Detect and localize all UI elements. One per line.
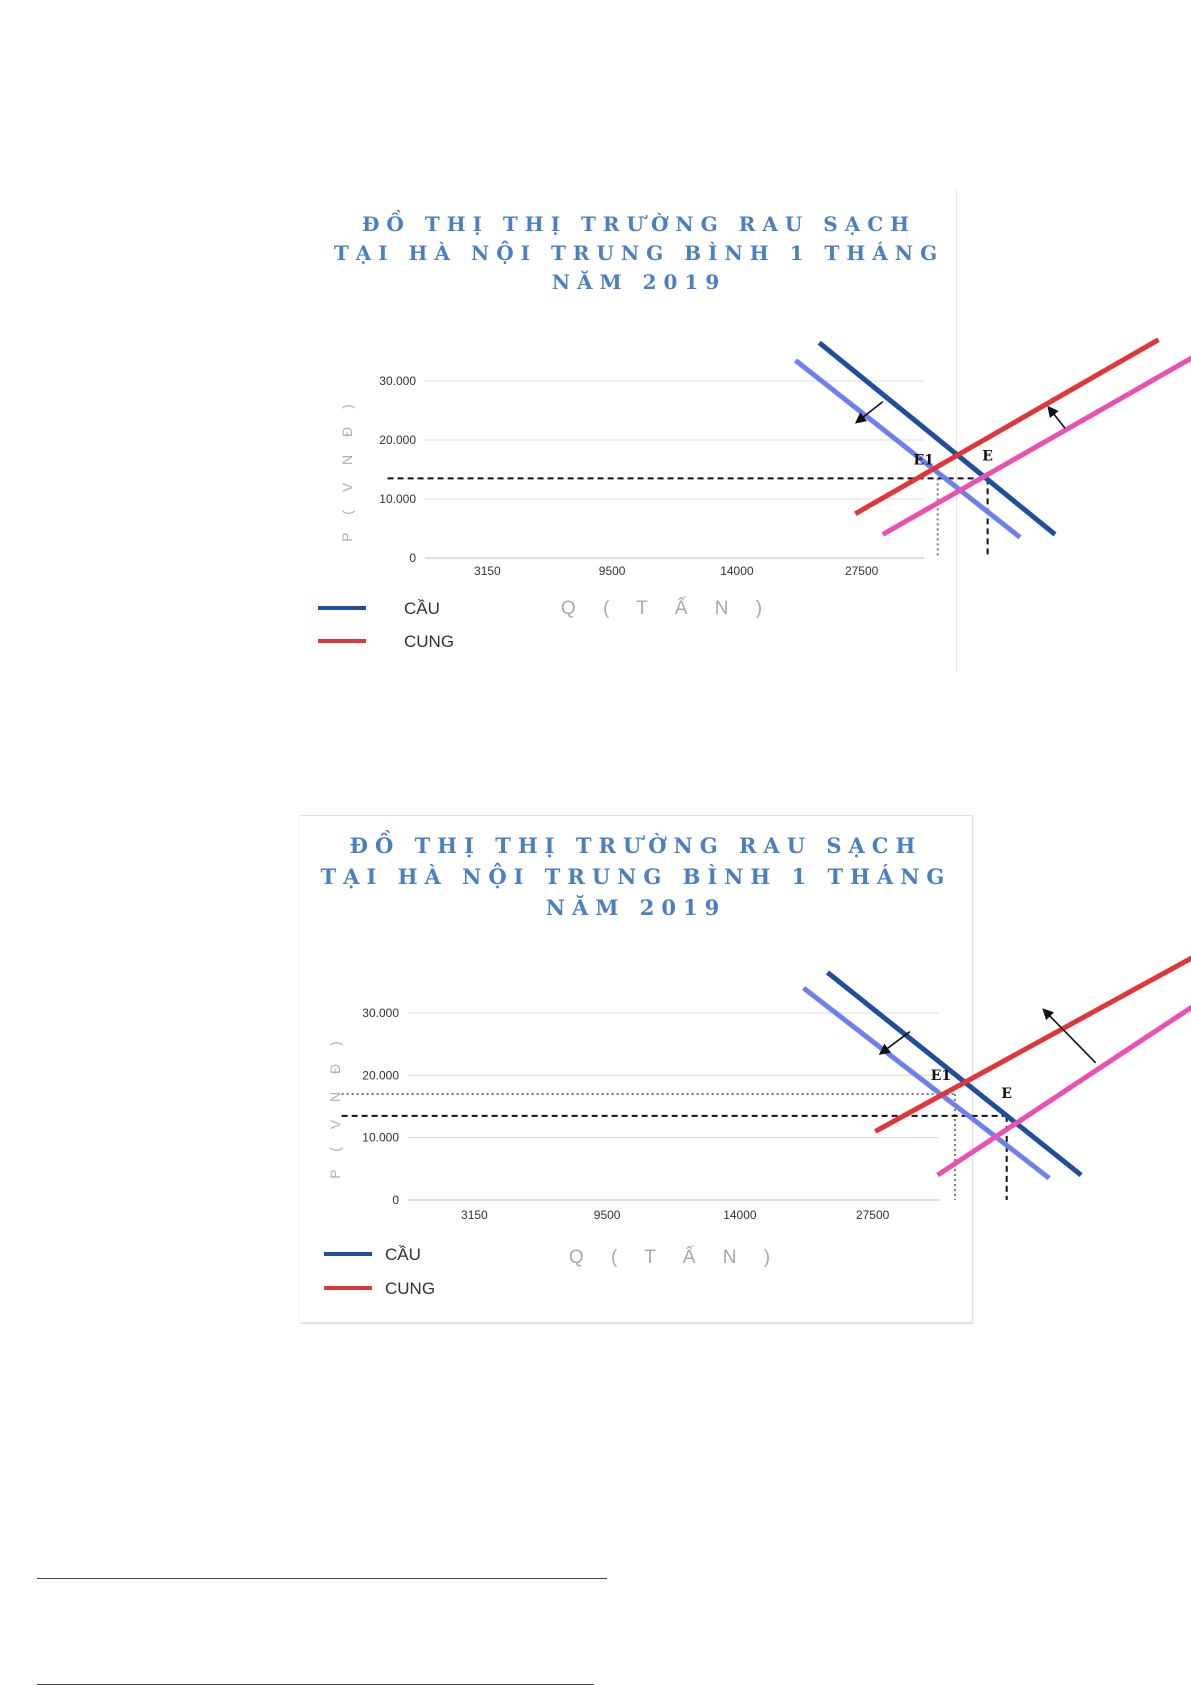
shift-arrow [1049,408,1065,429]
x-tick-label: 27500 [855,1208,890,1222]
shift-arrow [881,1032,910,1054]
y-tick-label: 20.000 [379,433,416,447]
chart-svg [300,816,1013,1322]
series-line [883,346,1191,535]
legend-label: CẦU [404,599,440,618]
y-tick-label: 10.000 [379,492,416,506]
x-tick-label: 3150 [461,1208,488,1222]
x-tick-label: 3150 [474,564,501,578]
title-line-2: TẠI HÀ NỘI TRUNG BÌNH 1 THÁNG [320,864,952,889]
equilibrium-label: E1 [930,1068,952,1085]
chart-svg [322,190,993,672]
y-tick-label: 30.000 [362,1006,399,1020]
title-line-1: ĐỒ THỊ THỊ TRƯỜNG RAU SẠCH [361,212,917,236]
chart-panel-2 [300,815,1013,1323]
y-tick-label: 20.000 [362,1068,399,1083]
title-line-1: ĐỒ THỊ THỊ TRƯỜNG RAU SẠCH [349,833,923,858]
equilibrium-label: E1 [913,452,934,469]
x-tick-label: 27500 [844,564,879,578]
y-tick-label: 30.000 [379,374,416,388]
title-line-2: TẠI HÀ NỘI TRUNG BÌNH 1 THÁNG [333,241,945,265]
y-tick-label: 0 [392,1193,399,1207]
title-line-3: NĂM 2019 [551,270,727,294]
y-tick-label: 0 [409,551,416,565]
x-tick-label: 9500 [593,1208,621,1222]
legend-label: CUNG [385,1279,436,1298]
legend-label: CUNG [404,632,455,651]
title-line-3: NĂM 2019 [545,895,727,920]
y-tick-label: 10.000 [362,1130,399,1145]
series-line [855,340,1158,514]
x-axis-title: Q ( T Ấ N ) [568,1247,782,1268]
x-tick-label: 9500 [598,564,626,578]
x-tick-label: 14000 [720,564,754,578]
y-axis-title: P ( V N Đ ) [339,397,355,542]
legend-label: CẦU [385,1245,421,1264]
y-axis-title: P ( V N Đ ) [327,1034,343,1179]
chart-panel-1 [322,190,993,672]
x-axis-title: Q ( T Ấ N ) [560,598,774,619]
footer-rule [37,1578,607,1579]
equilibrium-label: E [1001,1085,1013,1102]
equilibrium-label: E [982,448,993,465]
x-tick-label: 14000 [723,1208,757,1222]
series-line [804,988,1050,1178]
